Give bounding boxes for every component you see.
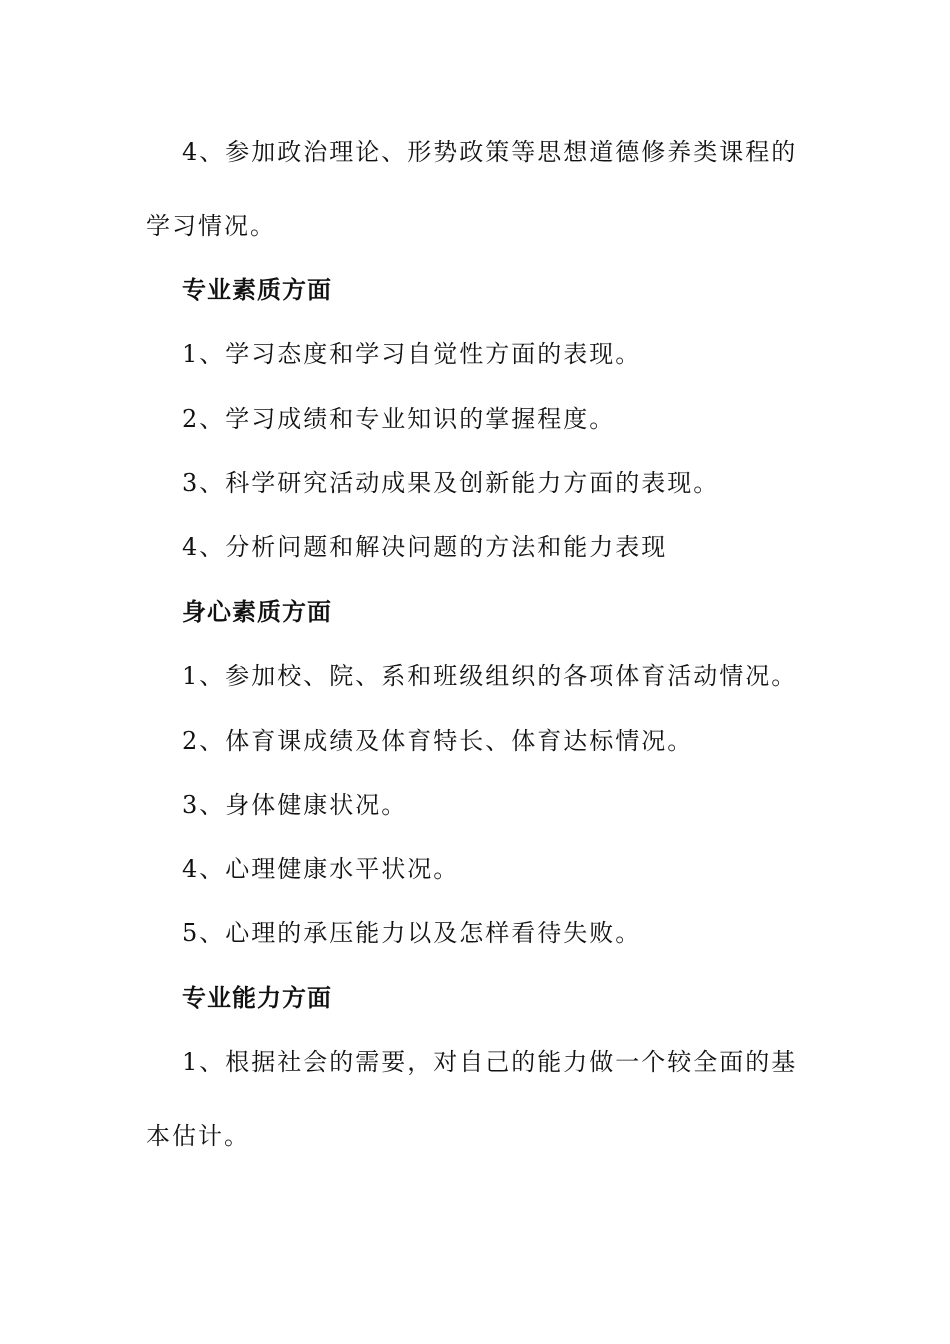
paragraph-line: 4、参加政治理论、形势政策等思想道德修养类课程的 [182,138,798,166]
section-heading-professional-ability: 专业能力方面 [182,984,332,1012]
paragraph-line: 学习情况。 [146,212,276,240]
list-item: 4、分析问题和解决问题的方法和能力表现 [182,533,668,561]
list-item: 3、科学研究活动成果及创新能力方面的表现。 [182,469,720,497]
list-item: 2、学习成绩和专业知识的掌握程度。 [182,405,616,433]
paragraph-line: 本估计。 [146,1122,250,1150]
list-item: 2、体育课成绩及体育特长、体育达标情况。 [182,727,694,755]
paragraph-line: 1、根据社会的需要，对自己的能力做一个较全面的基 [182,1048,798,1076]
list-item: 4、心理健康水平状况。 [182,855,460,883]
list-item: 3、身体健康状况。 [182,791,408,819]
list-item: 5、心理的承压能力以及怎样看待失败。 [182,919,642,947]
list-item: 1、学习态度和学习自觉性方面的表现。 [182,340,642,368]
list-item: 1、参加校、院、系和班级组织的各项体育活动情况。 [182,662,798,690]
section-heading-professional-quality: 专业素质方面 [182,276,332,304]
section-heading-physical-mental-quality: 身心素质方面 [182,598,332,626]
